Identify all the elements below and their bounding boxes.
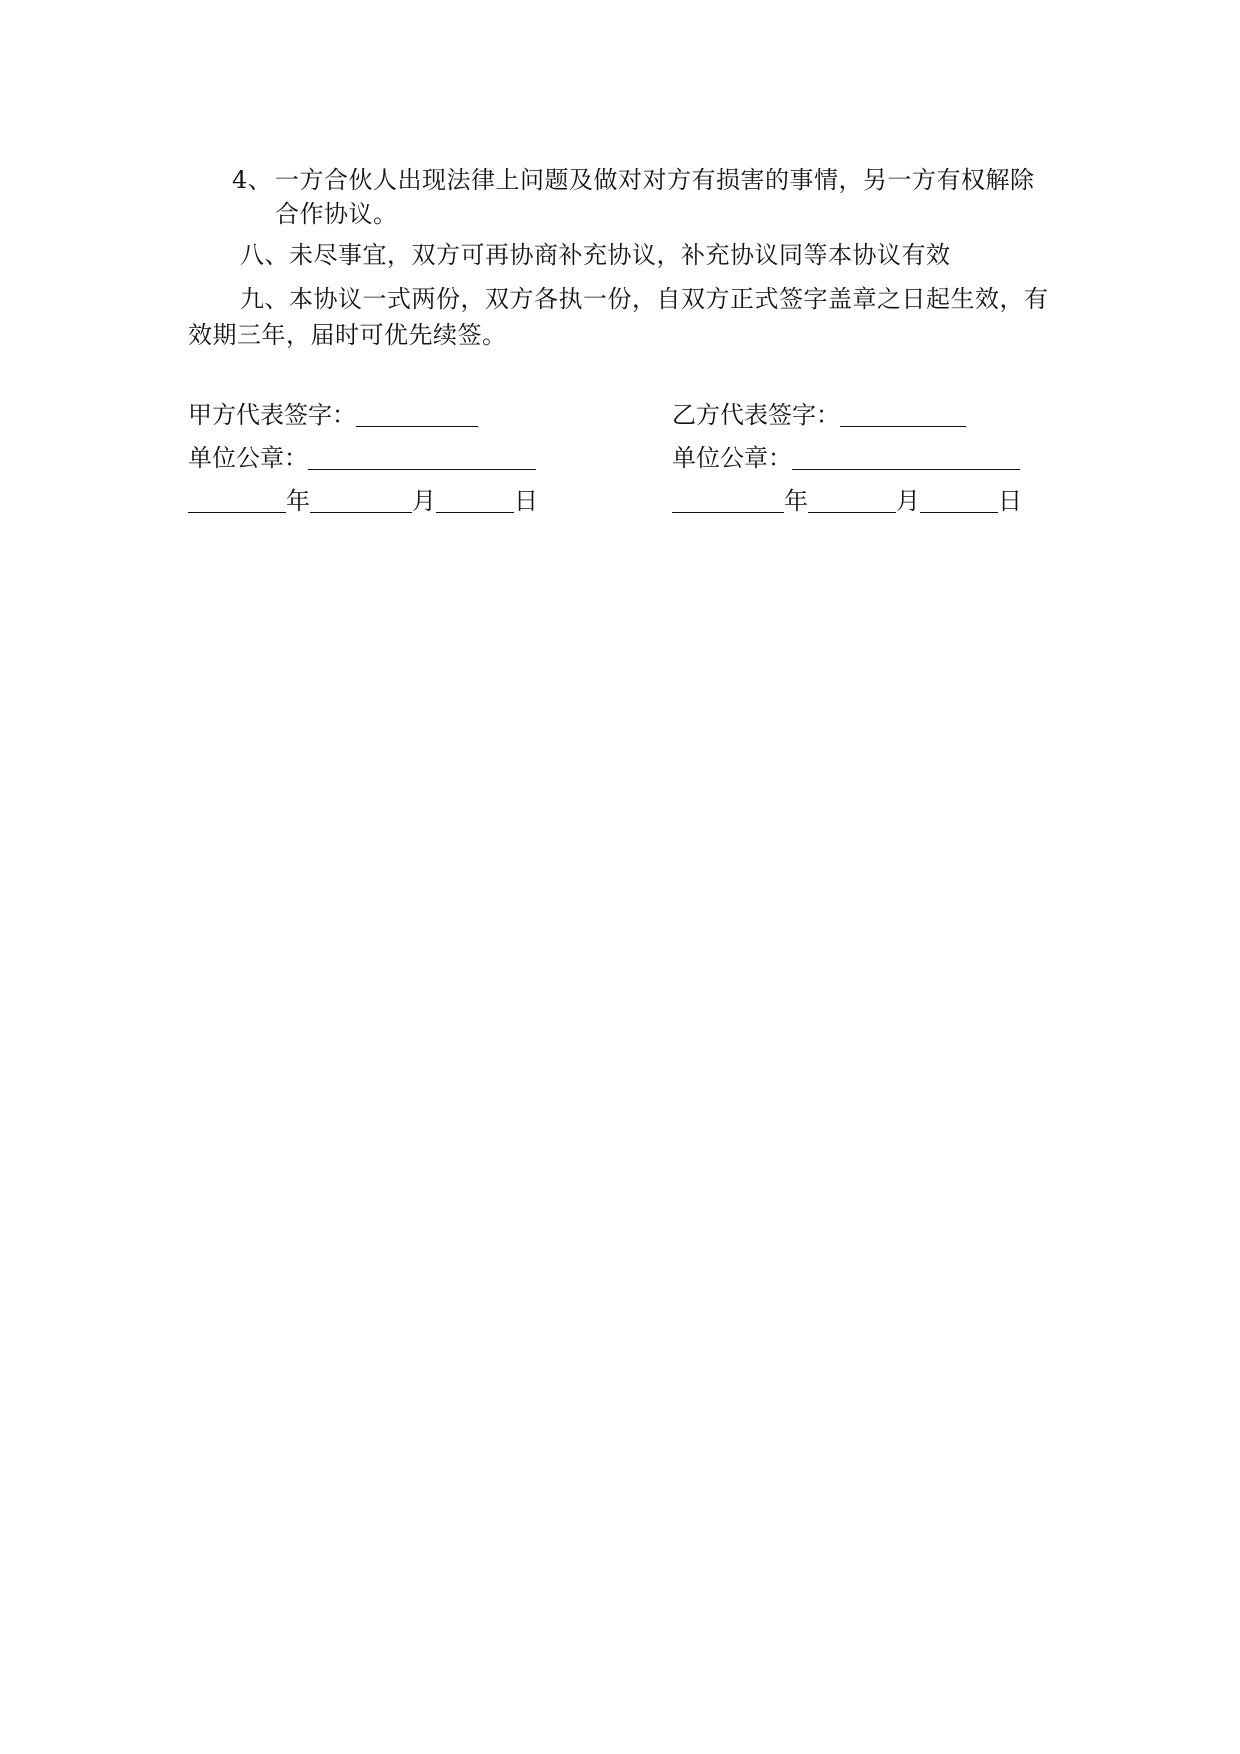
party-a-day-blank[interactable] [436,486,514,513]
party-b-seal-blank[interactable] [792,443,1020,470]
clause-9-line-2: 效期三年，届时可优先续签。 [188,321,507,349]
party-a-seal-blank[interactable] [308,443,536,470]
party-a-day-label: 日 [514,487,538,515]
party-b-year-blank[interactable] [672,486,784,513]
party-a-month-label: 月 [412,487,436,515]
party-a-year-blank[interactable] [188,486,286,513]
clause-8: 八、未尽事宜，双方可再协商补充协议，补充协议同等本协议有效 [240,241,951,269]
party-a-seal-label: 单位公章： [188,444,308,472]
party-b-seal-row [672,441,1020,475]
clause-4-line-1: 一方合伙人出现法律上问题及做对对方有损害的事情，另一方有权解除 [275,166,1035,194]
clause-4-number: 4、 [232,166,273,194]
clause-4-line-2: 合作协议。 [275,200,398,228]
party-b-seal-label: 单位公章： [672,444,792,472]
party-a-rep-signature-row [188,398,478,432]
party-b-year-label: 年 [784,487,808,515]
party-a-year-label: 年 [286,487,310,515]
party-b-day-label: 日 [998,487,1022,515]
party-b-rep-signature-blank[interactable] [840,400,966,427]
party-a-date-row [188,484,538,518]
party-b-date-row [672,484,1022,518]
party-b-rep-label: 乙方代表签字： [672,401,840,429]
party-b-day-blank[interactable] [920,486,998,513]
party-b-month-label: 月 [896,487,920,515]
party-b-month-blank[interactable] [808,486,896,513]
party-a-seal-row [188,441,536,475]
clause-9-line-1: 九、本协议一式两份，双方各执一份，自双方正式签字盖章之日起生效，有 [240,285,1049,313]
party-a-rep-signature-blank[interactable] [356,400,478,427]
party-b-rep-signature-row [672,398,966,432]
party-a-rep-label: 甲方代表签字： [188,401,356,429]
party-a-month-blank[interactable] [310,486,412,513]
